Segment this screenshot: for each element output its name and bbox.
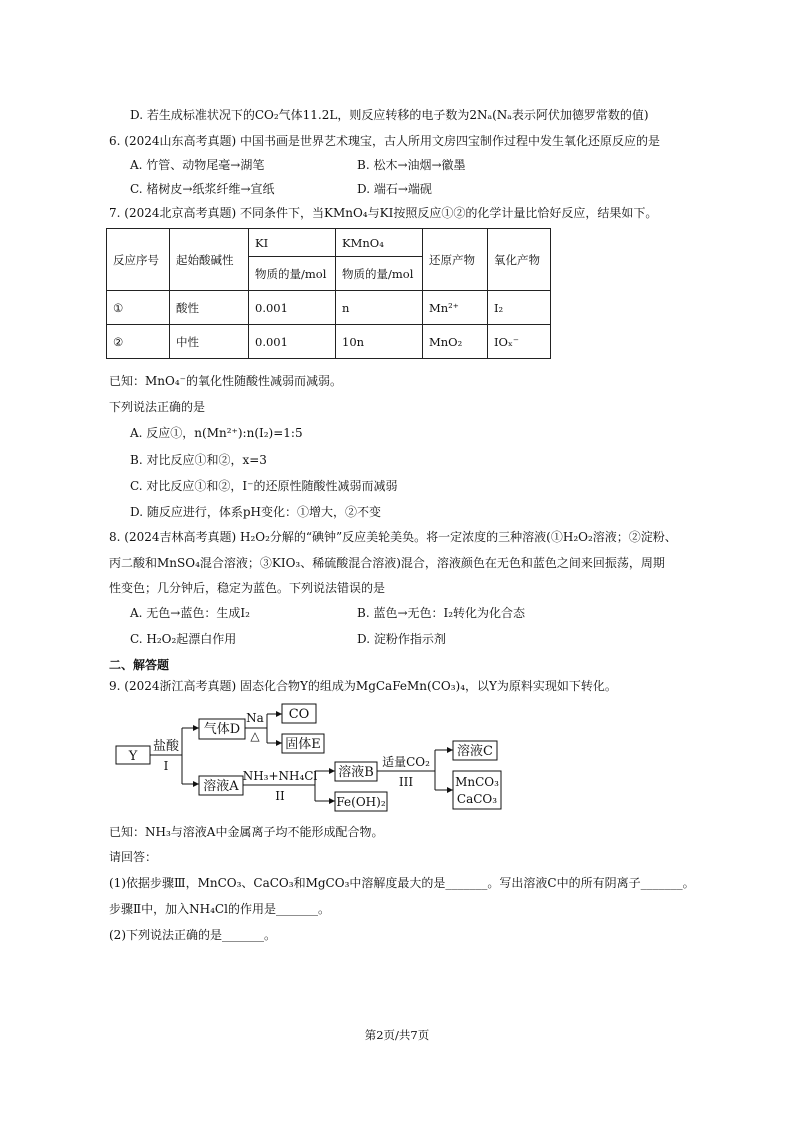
q8-option-b: B. 蓝色→无色：I₂转化为化合态 bbox=[357, 606, 526, 620]
label-step2: II bbox=[275, 789, 285, 803]
label-co: CO bbox=[288, 707, 310, 722]
cell-kmno4: n bbox=[336, 291, 423, 325]
header-ki-amount: 物质的量/mol bbox=[249, 257, 336, 291]
header-reaction-no: 反应序号 bbox=[107, 229, 170, 291]
q9-stem: 9. (2024浙江高考真题) 固态化合物Y的组成为MgCaFeMn(CO₃)₄，以Y为原料实现如下转化。 bbox=[109, 679, 617, 693]
cell-reduction: Mn²⁺ bbox=[423, 291, 488, 325]
cell-acidity: 中性 bbox=[170, 325, 249, 359]
q7-option-d: D. 随反应进行，体系pH变化：①增大，②不变 bbox=[130, 505, 381, 519]
page-footer: 第2页/共7页 bbox=[364, 1028, 430, 1042]
label-na: Na bbox=[246, 711, 264, 725]
label-delta: △ bbox=[250, 729, 260, 743]
cell-ki: 0.001 bbox=[249, 325, 336, 359]
q5-option-d: D. 若生成标准状况下的CO₂气体11.2L，则反应转移的电子数为2Nₐ(Nₐ表示阿伏加德罗常数的值) bbox=[130, 108, 649, 122]
reaction-table bbox=[106, 228, 551, 359]
q8-stem-line1: 8. (2024吉林高考真题) H₂O₂分解的“碘钟”反应美轮美奂。将一定浓度的三种溶液(①H₂O₂溶液；②淀粉、 bbox=[109, 530, 677, 544]
q9-part2: (2)下列说法正确的是_______。 bbox=[109, 928, 276, 942]
cell-no: ① bbox=[107, 291, 170, 325]
q6-option-d: D. 端石→端砚 bbox=[357, 182, 432, 196]
q8-stem-line3: 性变色；几分钟后，稳定为蓝色。下列说法错误的是 bbox=[109, 581, 386, 595]
q8-stem-line2: 丙二酸和MnSO₄混合溶液；③KIO₃、稀硫酸混合溶液)混合，溶液颜色在无色和蓝色之间来回振荡，周期 bbox=[109, 556, 665, 570]
q7-ask: 下列说法正确的是 bbox=[109, 400, 206, 414]
q8-option-c: C. H₂O₂起漂白作用 bbox=[130, 632, 237, 646]
q6-stem: 6. (2024山东高考真题) 中国书画是世界艺术瑰宝，古人所用文房四宝制作过程中发生氧化还原反应的是 bbox=[109, 134, 660, 148]
q9-part1-line1: (1)依据步骤Ⅲ，MnCO₃、CaCO₃和MgCO₃中溶解度最大的是_______。写出溶液C中的所有阴离子_______。 bbox=[109, 876, 695, 890]
q6-option-a: A. 竹管、动物尾毫→湖笔 bbox=[130, 158, 265, 172]
label-solution-a: 溶液A bbox=[203, 779, 239, 794]
cell-reduction: MnO₂ bbox=[423, 325, 488, 359]
header-reduction-product: 还原产物 bbox=[423, 229, 488, 291]
q6-option-b: B. 松木→油烟→徽墨 bbox=[357, 158, 466, 172]
table-row bbox=[107, 291, 551, 325]
section-heading: 二、解答题 bbox=[109, 658, 170, 672]
label-mnco3: MnCO₃ bbox=[455, 775, 499, 789]
label-y: Y bbox=[128, 749, 138, 764]
header-acidity: 起始酸碱性 bbox=[170, 229, 249, 291]
header-oxidation-product: 氧化产物 bbox=[488, 229, 551, 291]
cell-no: ② bbox=[107, 325, 170, 359]
label-hcl: 盐酸 bbox=[152, 739, 180, 754]
q9-ask: 请回答： bbox=[109, 850, 158, 864]
cell-acidity: 酸性 bbox=[170, 291, 249, 325]
q7-option-a: A. 反应①，n(Mn²⁺):n(I₂)=1:5 bbox=[130, 426, 303, 440]
q7-option-b: B. 对比反应①和②，x=3 bbox=[130, 453, 267, 467]
q7-stem: 7. (2024北京高考真题) 不同条件下，当KMnO₄与KI按照反应①②的化学计量比恰好反应，结果如下。 bbox=[109, 206, 658, 220]
label-step1: I bbox=[163, 759, 169, 773]
label-solution-b: 溶液B bbox=[338, 765, 374, 780]
q9-part1-line2: 步骤Ⅱ中，加入NH₄Cl的作用是_______。 bbox=[109, 902, 330, 916]
q7-option-c: C. 对比反应①和②，I⁻的还原性随酸性减弱而减弱 bbox=[130, 479, 398, 493]
header-kmno4: KMnO₄ bbox=[336, 229, 423, 257]
q8-option-a: A. 无色→蓝色：生成I₂ bbox=[130, 606, 250, 620]
cell-oxidation: I₂ bbox=[488, 291, 551, 325]
header-ki: KI bbox=[249, 229, 336, 257]
label-reagent2: NH₃+NH₄Cl bbox=[242, 769, 318, 783]
cell-oxidation: IOₓ⁻ bbox=[488, 325, 551, 359]
q6-option-c: C. 楮树皮→纸浆纤维→宣纸 bbox=[130, 182, 275, 196]
flowchart bbox=[110, 700, 520, 812]
header-kmno4-amount: 物质的量/mol bbox=[336, 257, 423, 291]
label-solution-c: 溶液C bbox=[457, 744, 493, 759]
table-row bbox=[107, 325, 551, 359]
cell-kmno4: 10n bbox=[336, 325, 423, 359]
label-co2: 适量CO₂ bbox=[382, 755, 430, 769]
q8-option-d: D. 淀粉作指示剂 bbox=[357, 632, 446, 646]
q7-note: 已知：MnO₄⁻的氧化性随酸性减弱而减弱。 bbox=[109, 374, 342, 388]
cell-ki: 0.001 bbox=[249, 291, 336, 325]
q9-note: 已知：NH₃与溶液A中金属离子均不能形成配合物。 bbox=[109, 825, 384, 839]
label-caco3: CaCO₃ bbox=[456, 792, 498, 806]
label-feoh2: Fe(OH)₂ bbox=[336, 795, 386, 809]
label-step3: III bbox=[398, 775, 414, 789]
label-gas-d: 气体D bbox=[203, 722, 241, 737]
label-solid-e: 固体E bbox=[285, 737, 321, 752]
